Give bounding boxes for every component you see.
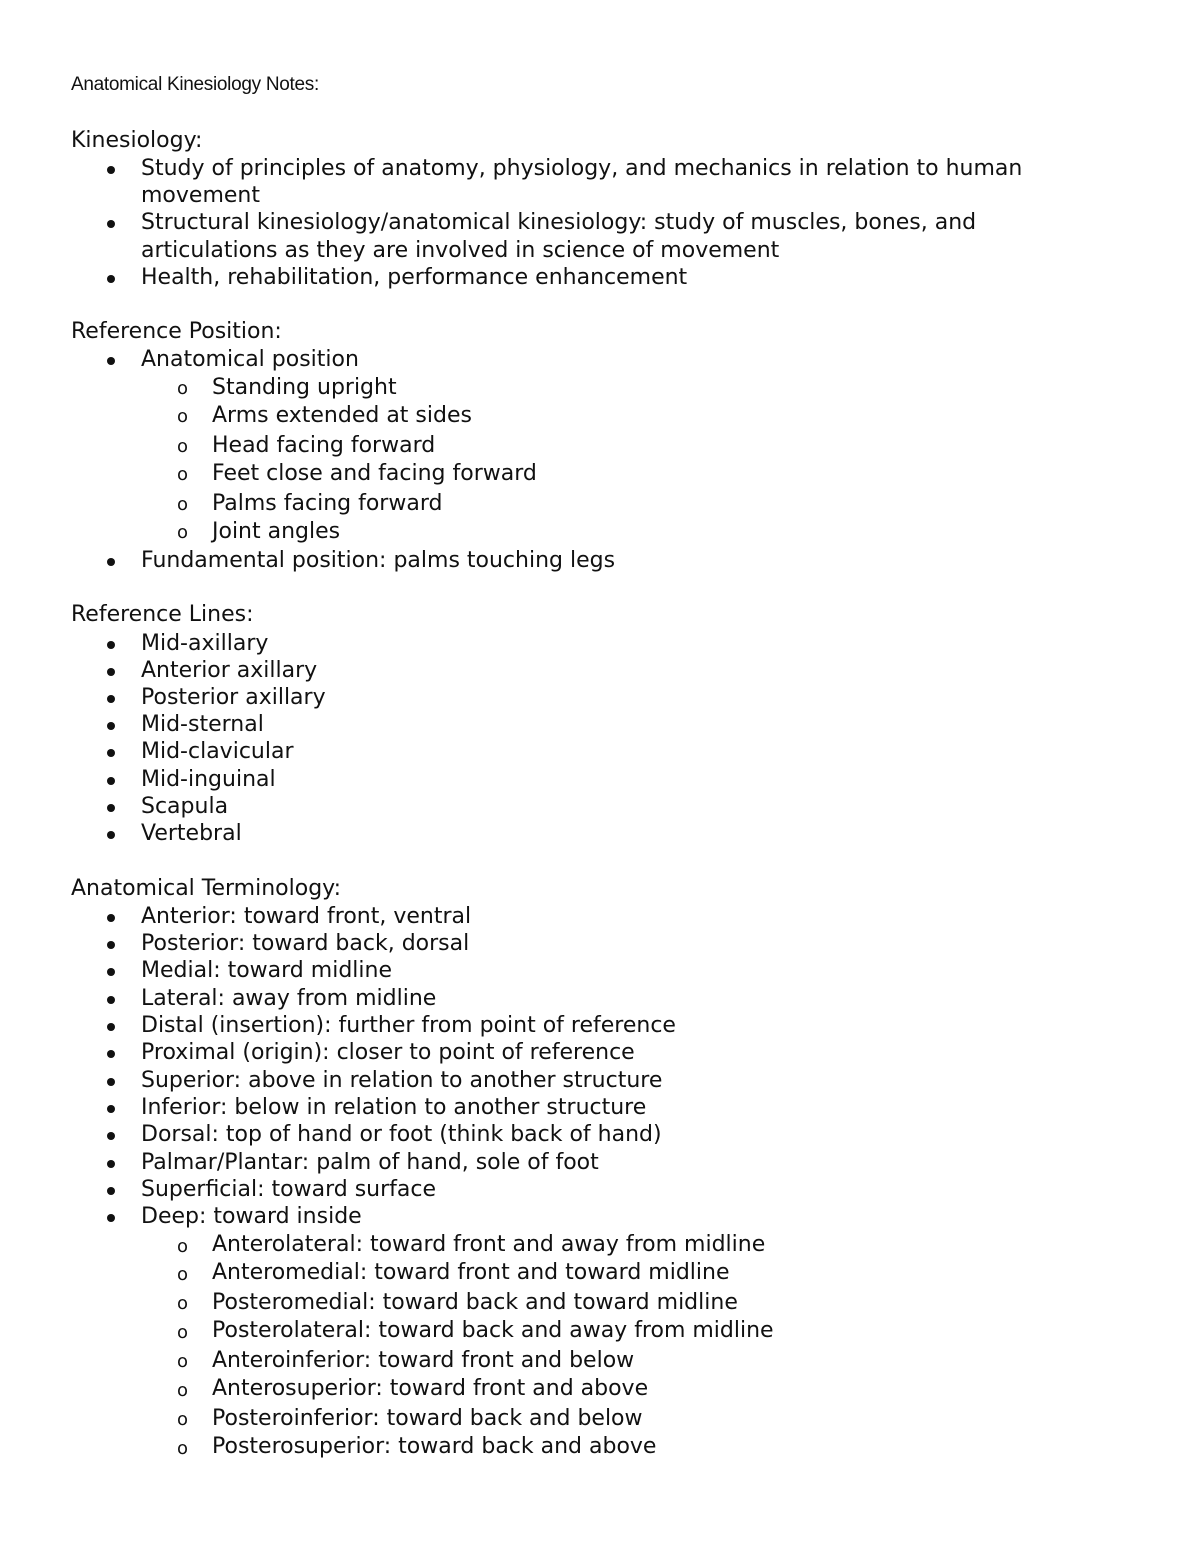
- reference-line-item: Mid-axillary: [141, 631, 269, 656]
- bullet-icon: [107, 722, 115, 730]
- circle-bullet-icon: o: [177, 464, 189, 485]
- circle-bullet-icon: o: [177, 1438, 189, 1459]
- terminology-item: Superficial: toward surface: [141, 1177, 437, 1202]
- bullet-icon: [107, 831, 115, 839]
- reference-lines-heading: Reference Lines:: [71, 602, 254, 627]
- bullet-icon: [107, 941, 115, 949]
- terminology-item: Proximal (origin): closer to point of reference: [141, 1040, 635, 1065]
- reference-line-item: Scapula: [141, 794, 229, 819]
- bullet-icon: [107, 641, 115, 649]
- circle-bullet-icon: o: [177, 406, 189, 427]
- kinesiology-heading: Kinesiology:: [71, 128, 203, 153]
- reference-line-item: Anterior axillary: [141, 658, 318, 683]
- bullet-icon: [107, 1187, 115, 1195]
- terminology-heading: Anatomical Terminology:: [71, 876, 341, 901]
- terminology-item: Superior: above in relation to another structure: [141, 1068, 663, 1093]
- position-subitem: Arms extended at sides: [212, 403, 472, 428]
- terminology-item: Lateral: away from midline: [141, 986, 437, 1011]
- position-subitem: Head facing forward: [212, 433, 436, 458]
- position-subitem: Joint angles: [212, 519, 341, 544]
- circle-bullet-icon: o: [177, 378, 189, 399]
- bullet-icon: [107, 777, 115, 785]
- reference-line-item: Mid-clavicular: [141, 739, 294, 764]
- kinesiology-item-2: Structural kinesiology/anatomical kinesiology: study of muscles, bones, and: [141, 210, 977, 235]
- reference-position-heading: Reference Position:: [71, 319, 282, 344]
- bullet-icon: [107, 996, 115, 1004]
- bullet-icon: [107, 1132, 115, 1140]
- reference-line-item: Posterior axillary: [141, 685, 326, 710]
- bullet-icon: [107, 1214, 115, 1222]
- bullet-icon: [107, 558, 115, 566]
- terminology-subitem: Posteromedial: toward back and toward midline: [212, 1290, 738, 1315]
- terminology-subitem: Posterolateral: toward back and away from midline: [212, 1318, 774, 1343]
- reference-line-item: Vertebral: [141, 821, 242, 846]
- kinesiology-item-2-cont: articulations as they are involved in science of movement: [141, 238, 780, 263]
- circle-bullet-icon: o: [177, 1409, 189, 1430]
- circle-bullet-icon: o: [177, 1380, 189, 1401]
- kinesiology-item-3: Health, rehabilitation, performance enhancement: [141, 265, 688, 290]
- terminology-item: Inferior: below in relation to another structure: [141, 1095, 647, 1120]
- bullet-icon: [107, 804, 115, 812]
- circle-bullet-icon: o: [177, 1236, 189, 1257]
- terminology-item: Dorsal: top of hand or foot (think back of hand): [141, 1122, 662, 1147]
- circle-bullet-icon: o: [177, 494, 189, 515]
- bullet-icon: [107, 695, 115, 703]
- position-subitem: Feet close and facing forward: [212, 461, 537, 486]
- anatomical-position-item: Anatomical position: [141, 347, 359, 372]
- fundamental-position-item: Fundamental position: palms touching legs: [141, 548, 616, 573]
- circle-bullet-icon: o: [177, 436, 189, 457]
- terminology-subitem: Anteroinferior: toward front and below: [212, 1348, 635, 1373]
- bullet-icon: [107, 1160, 115, 1168]
- terminology-item: Palmar/Plantar: palm of hand, sole of foot: [141, 1150, 599, 1175]
- terminology-item: Distal (insertion): further from point of reference: [141, 1013, 676, 1038]
- bullet-icon: [107, 1023, 115, 1031]
- circle-bullet-icon: o: [177, 1322, 189, 1343]
- terminology-subitem: Posterosuperior: toward back and above: [212, 1434, 657, 1459]
- kinesiology-item-1: Study of principles of anatomy, physiology, and mechanics in relation to human: [141, 156, 1023, 181]
- bullet-icon: [107, 914, 115, 922]
- terminology-item: Medial: toward midline: [141, 958, 392, 983]
- terminology-item: Posterior: toward back, dorsal: [141, 931, 470, 956]
- circle-bullet-icon: o: [177, 522, 189, 543]
- circle-bullet-icon: o: [177, 1351, 189, 1372]
- position-subitem: Standing upright: [212, 375, 397, 400]
- bullet-icon: [107, 1078, 115, 1086]
- bullet-icon: [107, 275, 115, 283]
- kinesiology-item-1-cont: movement: [141, 183, 260, 208]
- circle-bullet-icon: o: [177, 1293, 189, 1314]
- terminology-subitem: Anterolateral: toward front and away from midline: [212, 1232, 766, 1257]
- bullet-icon: [107, 1105, 115, 1113]
- bullet-icon: [107, 749, 115, 757]
- reference-line-item: Mid-inguinal: [141, 767, 276, 792]
- bullet-icon: [107, 968, 115, 976]
- terminology-subitem: Anteromedial: toward front and toward midline: [212, 1260, 730, 1285]
- reference-line-item: Mid-sternal: [141, 712, 264, 737]
- bullet-icon: [107, 166, 115, 174]
- terminology-subitem: Anterosuperior: toward front and above: [212, 1376, 649, 1401]
- position-subitem: Palms facing forward: [212, 491, 443, 516]
- bullet-icon: [107, 668, 115, 676]
- bullet-icon: [107, 220, 115, 228]
- bullet-icon: [107, 357, 115, 365]
- terminology-item: Deep: toward inside: [141, 1204, 362, 1229]
- terminology-item: Anterior: toward front, ventral: [141, 904, 472, 929]
- document-title: Anatomical Kinesiology Notes:: [71, 74, 319, 95]
- terminology-subitem: Posteroinferior: toward back and below: [212, 1406, 643, 1431]
- bullet-icon: [107, 1050, 115, 1058]
- circle-bullet-icon: o: [177, 1264, 189, 1285]
